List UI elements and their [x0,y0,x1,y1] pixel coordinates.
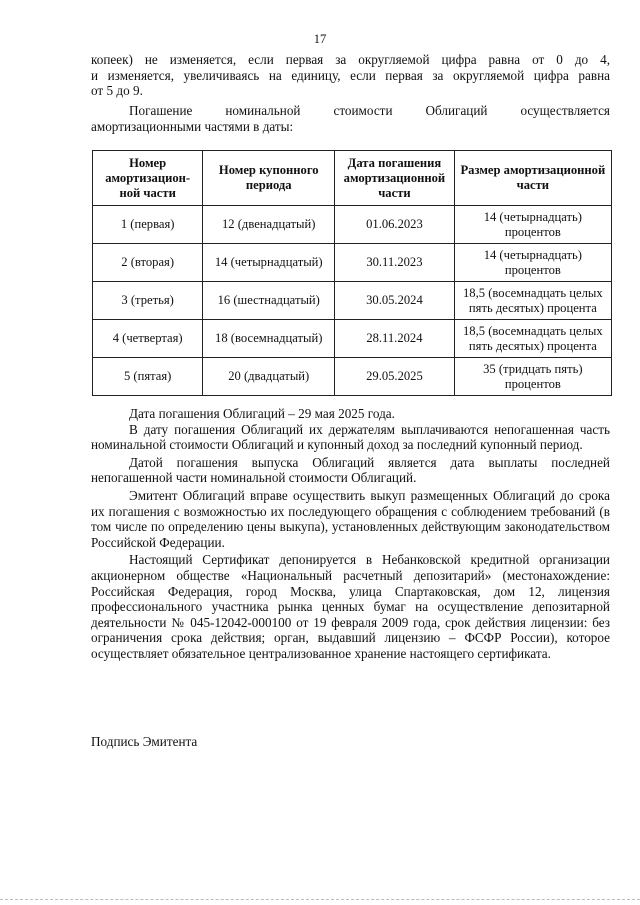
redemption-payment-paragraph: В дату погашения Облигаций их держателям выплачиваются непогашенная часть номинальной стоимости Облигаций и купонный доход за последний купонный период. [91,421,610,453]
cell-date: 28.11.2024 [335,320,455,358]
intro-line-2: и изменяется, увеличиваясь на единицу, если первая за округляемой цифра равна [91,67,610,83]
amortization-line-2: амортизационными частями в даты: [91,118,294,134]
amortization-table [92,150,612,396]
cell-coupon: 12 (двенадцатый) [203,206,335,244]
header-part-size: Размер амортизационной части [454,151,611,206]
cell-coupon: 16 (шестнадцатый) [203,282,335,320]
table-row [93,206,612,244]
table-row [93,320,612,358]
issue-redemption-paragraph: Датой погашения выпуска Облигаций является дата выплаты последней непогашенной части номинальной стоимости Облигаций. [91,454,610,486]
header-redemption-date: Дата погашения амортизационной части [335,151,455,206]
cell-size: 35 (тридцать пять) процентов [454,358,611,396]
cell-part: 4 (четвертая) [93,320,203,358]
scan-edge-divider [0,899,640,902]
cell-size: 18,5 (восемнадцать целых пять десятых) процента [454,320,611,358]
table-row [93,282,612,320]
cell-part: 3 (третья) [93,282,203,320]
maturity-date-paragraph: Дата погашения Облигаций – 29 мая 2025 года. [129,406,395,421]
cell-size: 14 (четырнадцать) процентов [454,206,611,244]
table-row [93,358,612,396]
cell-date: 01.06.2023 [335,206,455,244]
amortization-line-1: Погашение номинальной стоимости Облигаций осуществляется [129,103,610,118]
amortization-paragraph [91,103,610,134]
cell-date: 29.05.2025 [335,358,455,396]
cell-coupon: 20 (двадцатый) [203,358,335,396]
cell-coupon: 18 (восемнадцатый) [203,320,335,358]
cell-part: 5 (пятая) [93,358,203,396]
page-number: 17 [313,32,327,46]
depository-paragraph: Настоящий Сертификат депонируется в Небанковской кредитной организации акционерном обществе «Национальный расчетный депозитарий» (местонахождение: Российская Федерация, город Москва, улица Спартаковская, дом 12, лицензия профессионального участника рынка ценных бумаг на осуществление депозитарной деятельности № 045-12042-000100 от 19 февраля 2009 года, срок действия лицензии: без ограничения срока действия; орган, выдавший лицензию – ФСФР России), которое осуществляет обязательное централизованное хранение настоящего сертификата. [91,552,610,661]
issuer-signature-label: Подпись Эмитента [91,734,198,749]
intro-paragraph [91,52,610,99]
intro-line-1: копеек) не изменяется, если первая за округляемой цифра равна от 0 до 4, [91,52,610,67]
cell-date: 30.05.2024 [335,282,455,320]
cell-coupon: 14 (четырнадцатый) [203,244,335,282]
cell-part: 2 (вторая) [93,244,203,282]
cell-part: 1 (первая) [93,206,203,244]
body-text [91,406,610,662]
intro-line-3: от 5 до 9. [91,83,143,99]
cell-date: 30.11.2023 [335,244,455,282]
cell-size: 18,5 (восемнадцать целых пять десятых) процента [454,282,611,320]
table-header-row [93,151,612,206]
header-part-number: Номер амортизацион-ной части [93,151,203,206]
table-row [93,244,612,282]
cell-size: 14 (четырнадцать) процентов [454,244,611,282]
buyback-paragraph: Эмитент Облигаций вправе осуществить выкуп размещенных Облигаций до срока их погашения с возможностью их последующего обращения с соблюдением требований (в том числе по определению цены выкупа), установленных действующим законодательством Российской Федерации. [91,487,610,550]
header-coupon-period: Номер купонного периода [203,151,335,206]
